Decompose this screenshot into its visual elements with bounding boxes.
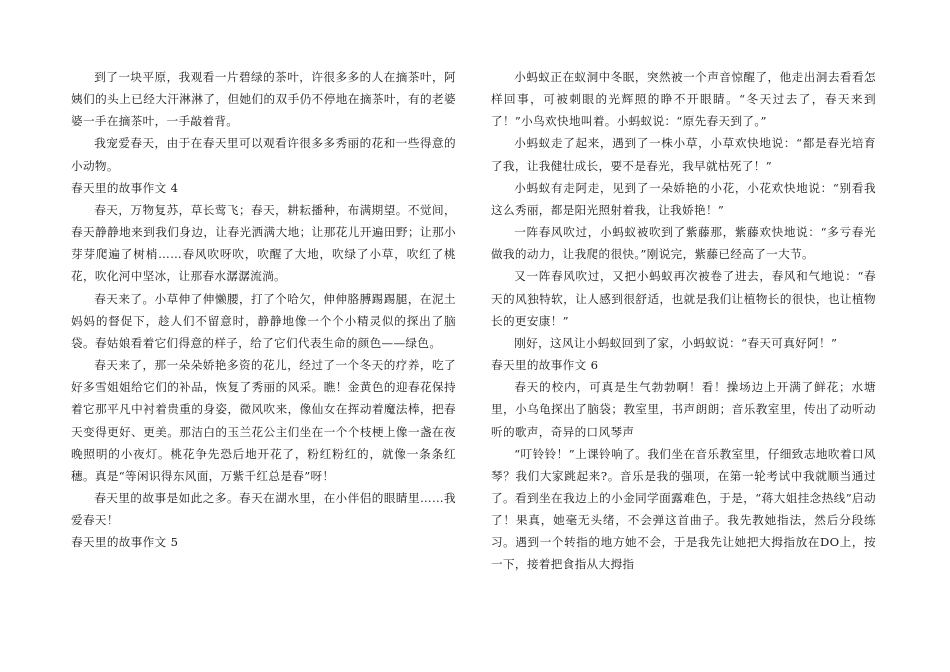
right-column <box>491 66 876 576</box>
paragraph: 小蚂蚁有走阿走，见到了一朵娇艳的小花，小花欢快地说：“别看我这么秀丽，都是阳光照射着我，让我娇艳！” <box>491 180 876 217</box>
section-heading: 春天里的故事作文 6 <box>491 358 599 373</box>
paragraph: 春天来了。小草伸了伸懒腰，打了个哈欠，伸伸胳膊踢踢腿，在泥土妈妈的督促下，趁人们不留意时，静静地像一个个小精灵似的探出了脑袋。春姑娘看着它们得意的样子，给了它们代表生命的颜色——绿色。 <box>71 291 456 350</box>
paragraph: 我宠爱春天，由于在春天里可以观看许很多多秀丽的花和一些得意的小动物。 <box>71 136 456 173</box>
left-column <box>71 66 456 553</box>
paragraph: 小蚂蚁走了起来，遇到了一株小草，小草欢快地说：“都是春光培育了我，让我健壮成长，要不是春光，我早就枯死了！” <box>491 136 876 173</box>
paragraph: “叮铃铃！”上课铃响了。我们坐在音乐教室里，仔细致志地吹着口风琴？我们大家跳起来?。音乐是我的强项，在第一轮考试中我就顺当通过了。看到坐在我边上的小金同学面露难色，于是，“蒋大姐挂念热线”启动了！果真，她毫无头绪，不会弹这首曲子。我先教她指法，然后分段练习。遇到一个转指的地方她不会，于是我先让她把大拇指放在DO上，按一下，接着把食指从大拇指 <box>491 446 876 572</box>
paragraph: 一阵春风吹过，小蚂蚁被吹到了紫藤那，紫藤欢快地说：“多亏春光做我的动力，让我爬的很快。”刚说完，紫藤已经高了一大节。 <box>491 225 876 262</box>
paragraph: 春天里的故事是如此之多。春天在湖水里，在小伴侣的眼睛里……我爱春天！ <box>71 490 456 528</box>
paragraph: 春天的校内，可真是生气勃勃啊！看！操场边上开满了鲜花；水塘里，小乌龟探出了脑袋；教室里，书声朗朗；音乐教室里，传出了动听动听的歌声，奇异的口风琴声 <box>491 380 876 439</box>
paragraph: 又一阵春风吹过，又把小蚂蚁再次被卷了进去，春风和气地说：“春天的风独特软，让人感到很舒适，也就是我们让植物长的很快，也让植物长的更安康！” <box>491 269 876 328</box>
paragraph: 春天来了，那一朵朵娇艳多资的花儿，经过了一个冬天的疗养，吃了好多雪姐姐给它们的补品，恢复了秀丽的风采。瞧！金黄色的迎春花保持着它那平凡中衬着贵重的身姿，微风吹来，像仙女在挥动着魔法棒，把春天变得更好、更美。那洁白的玉兰花公主们坐在一个个枝梗上像一盏在夜晚照明的小夜灯。桃花争先恐后地开花了，粉红粉红的，就像一条条红穗。真是“等闲识得东风面，万紫千红总是春”呀！ <box>71 358 456 483</box>
paragraph: 刚好，这风让小蚂蚁回到了家，小蚂蚁说：“春天可真好阿！” <box>514 335 838 350</box>
paragraph: 小蚂蚁正在蚁洞中冬眠，突然被一个声音惊醒了，他走出洞去看看怎样回事，可被刺眼的光辉照的睁不开眼睛。“冬天过去了，春天来到了！”小鸟欢快地叫着。小蚂蚁说：“原先春天到了。” <box>491 70 876 129</box>
section-heading: 春天里的故事作文 4 <box>71 180 179 195</box>
section-heading: 春天里的故事作文 5 <box>71 535 179 550</box>
paragraph: 到了一块平原，我观看一片碧绿的茶叶，许很多多的人在摘茶叶，阿姨们的头上已经大汗淋淋了，但她们的双手仍不停地在摘茶叶，有的老婆婆一手在摘茶叶，一手敲着背。 <box>71 70 456 129</box>
paragraph: 春天，万物复苏，草长莺飞；春天，耕耘播种，布满期望。不觉间，春天静静地来到我们身边，让春光洒满大地；让那花儿开遍田野；让那小芽芽爬遍了树梢……春风吹呀吹，吹醒了大地，吹绿了小草，吹红了桃花，吹化河中坚冰，让那春水潺潺流淌。 <box>71 202 456 284</box>
